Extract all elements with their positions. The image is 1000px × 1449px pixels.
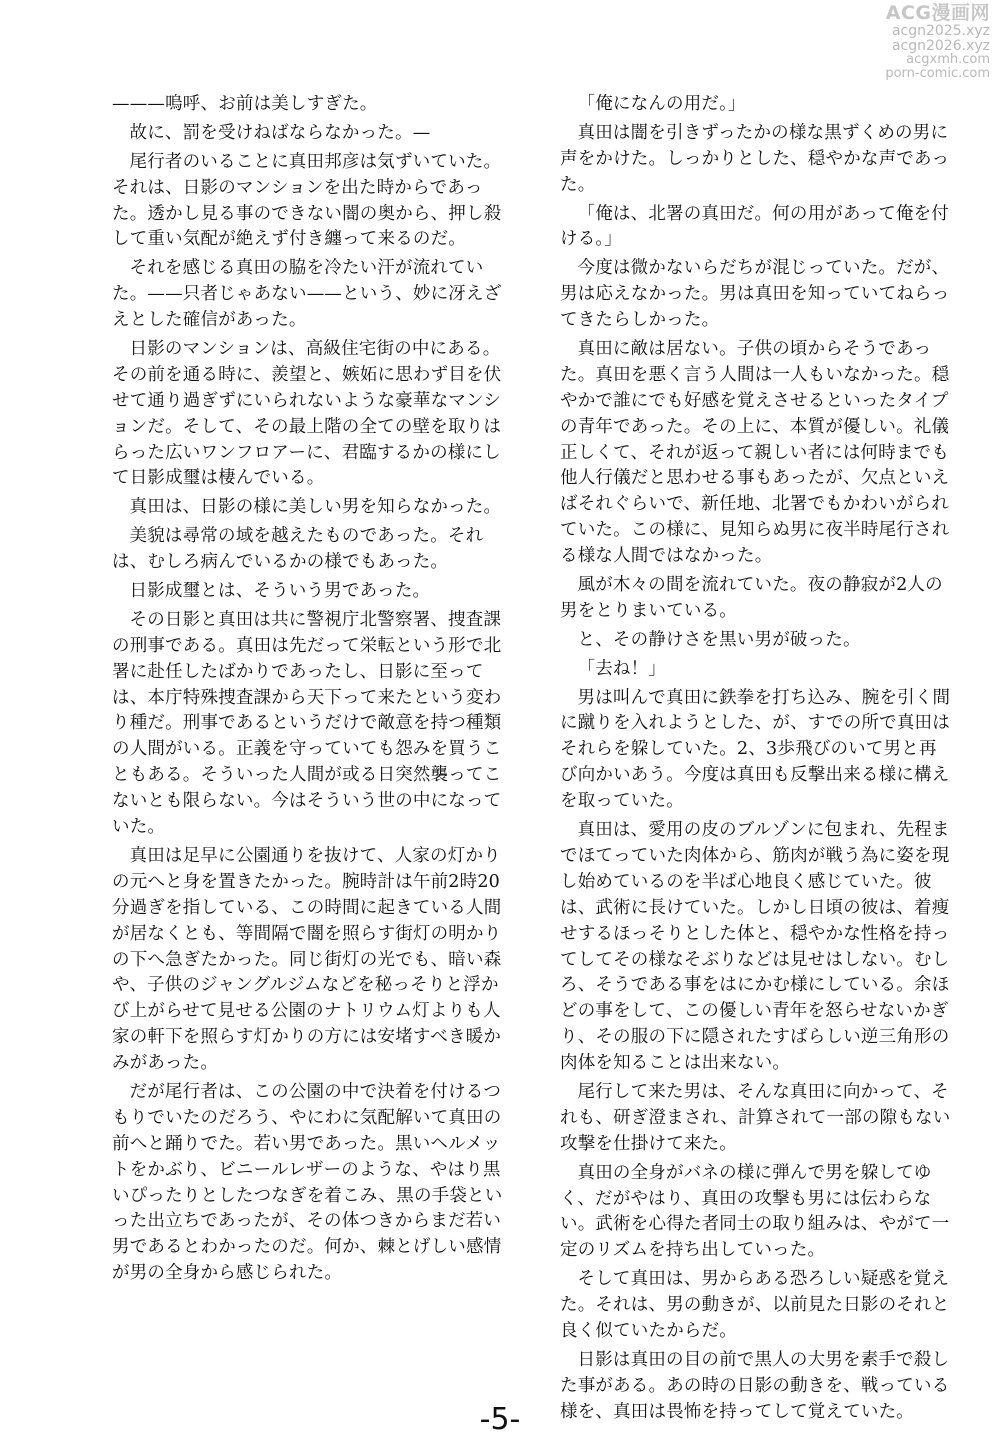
- watermark-domain: acgn2026.xyz: [891, 37, 990, 54]
- page-number: -5-: [479, 1402, 521, 1437]
- paragraph: 風が木々の間を流れていた。夜の静寂が2人の男をとりまいている。: [560, 575, 943, 621]
- paragraph: と、その静けさを黒い男が破った。: [577, 629, 861, 650]
- paragraph: 美貌は尋常の域を越えたものであった。それは、むしろ病んでいるかの様でもあった。: [112, 526, 484, 573]
- paragraph: 真田の全身がバネの様に弾んで男を躱してゆく、だがやはり、真田の攻撃も男には伝わらない。武術を心得た者同士の取り組みは、やがて一定のリズムを持ち出していった。: [560, 1162, 950, 1261]
- paragraph: 真田は、愛用の皮のブルゾンに包まれ、先程までほてっていた肉体から、筋肉が戦う為に姿を現し始めているのを半ば心地良く感じていた。彼は、武術に長けていた。しかし日頃の彼は、着痩せするほっそりとした体と、穏やかな性格を持ってしてその様なそぶりなどは見せはしない。むしろ、そうである事をはにかむ様にしている。余ほどの事をして、この優しい青年を怒らせないかぎり、その服の下に隠されたすばらしい逆三角形の肉体を知ることは出来ない。: [560, 820, 950, 1074]
- paragraph: 日影は真田の目の前で黒人の大男を素手で殺した事がある。あの時の日影の動きを、戦っている様を、真田は畏怖を持ってして覚えていた。: [560, 1349, 950, 1422]
- paragraph: ———嗚呼、お前は美しすぎた。: [112, 94, 378, 114]
- paragraph: それを感じる真田の脇を冷たい汗が流れていた。——只者じゃあない——という、妙に冴えざえとした確信があった。: [112, 258, 502, 331]
- watermark-domain: porn-comic.com: [885, 65, 990, 81]
- paragraph: 「俺になんの用だ。」: [577, 94, 746, 114]
- watermark-domain: acgxmh.com: [906, 52, 990, 68]
- paragraph: 男は叫んで真田に鉄拳を打ち込み、腕を引く間に蹴りを入れようとした、が、すでの所で真田はそれらを躱していた。2、3歩飛びのいて男と再び向かいあう。今度は真田も反撃出来る様に構えを取っていた。: [560, 687, 951, 812]
- paragraph: 今度は微かないらだちが混じっていた。だが、男は応えなかった。男は真田を知っていてねらってきたらしかった。: [560, 258, 950, 331]
- paragraph: 故に、罰を受けねばならなかった。—: [129, 122, 431, 143]
- paragraph: 真田に敵は居ない。子供の頃からそうであった。真田を悪く言う人間は一人もいなかった。穏やかで誰にでも好感を覚えさせるといったタイプの青年であった。その上に、本質が優しい。礼儀正しくて、それが返って親しい者には何時までも他人行儀だと思わせる事もあったが、欠点といえばそれぐらいで、新任地、北署でもかわいがられていた。この様に、見知らぬ男に夜半時尾行される様な人間ではなかった。: [560, 339, 950, 567]
- text-column-right: [560, 92, 952, 1429]
- watermark-domain: acgn2025.xyz: [891, 22, 990, 39]
- paragraph: その日影と真田は共に警視庁北警察署、捜査課の刑事である。真田は先だって栄転という形で北署に赴任したばかりであったし、日影に至っては、本庁特殊捜査課から天下って来たという変わり種だ。刑事であるというだけで敵意を持つ種類の人間がいる。正義を守っていても怨みを買うこともある。そういった人間が或る日突然襲ってこないとも限らない。今はそういう世の中になっていた。: [112, 609, 502, 838]
- paragraph: 「去ね！」: [577, 658, 666, 679]
- paragraph: 日影のマンションは、高級住宅街の中にある。その前を通る時に、羨望と、嫉妬に思わず目を伏せて通り過ぎずにいられないような豪華なマンションだ。そして、その最上階の全ての壁を取りはらった広いワンフロアーに、君臨するかの様にして日影成璽は棲んでいる。: [112, 339, 502, 489]
- watermark: [820, 4, 990, 81]
- paragraph: 真田は闇を引きずったかの様な黒ずくめの男に声をかけた。しっかりとした、穏やかな声であった。: [560, 122, 950, 195]
- watermark-logo: ACG漫画网: [885, 2, 990, 24]
- paragraph: 真田は足早に公園通りを抜けて、人家の灯かりの元へと身を置きたかった。腕時計は午前2時20分過ぎを指している、この時間に起きている人間が居なくとも、等間隔で闇を照らす街灯の明かりの下へ急ぎたかった。同じ街灯の光でも、暗い森や、子供のジャングルジムなどを秘っそりと浮かび上がらせて見せる公園のナトリウム灯よりも人家の軒下を照らす灯かりの方には安堵すべき暖かみがあった。: [112, 845, 502, 1074]
- paragraph: 尾行して来た男は、そんな真田に向かって、それも、研ぎ澄まされ、計算されて一部の隙もない攻撃を仕掛けて来た。: [560, 1081, 951, 1154]
- paragraph: 日影成璽とは、そういう男であった。: [129, 581, 431, 602]
- paragraph: そして真田は、男からある恐ろしい疑惑を覚えた。それは、男の動きが、以前見た日影のそれと良く似ていたからだ。: [560, 1269, 950, 1341]
- text-column-left: [112, 92, 504, 1290]
- paragraph: 真田は、日影の様に美しい男を知らなかった。: [129, 497, 502, 518]
- paragraph: 尾行者のいることに真田邦彦は気ずいていた。それは、日影のマンションを出た時からであった。透かし見る事のできない闇の奥から、押し殺して重い気配が絶えず付き纏って来るのだ。: [112, 151, 502, 250]
- paragraph: 「俺は、北署の真田だ。何の用があって俺を付ける。」: [560, 203, 950, 250]
- paragraph: だが尾行者は、この公園の中で決着を付けるつもりでいたのだろう、やにわに気配解いて真田の前へと踊りでた。若い男であった。黒いヘルメットをかぶり、ビニールレザーのような、やはり黒いぴったりとしたつなぎを着こみ、黒の手袋といった出立ちであったが、その体つきからまだ若い男であるとわかったのだ。何か、棘とげしい感情が男の全身から感じられた。: [112, 1081, 503, 1284]
